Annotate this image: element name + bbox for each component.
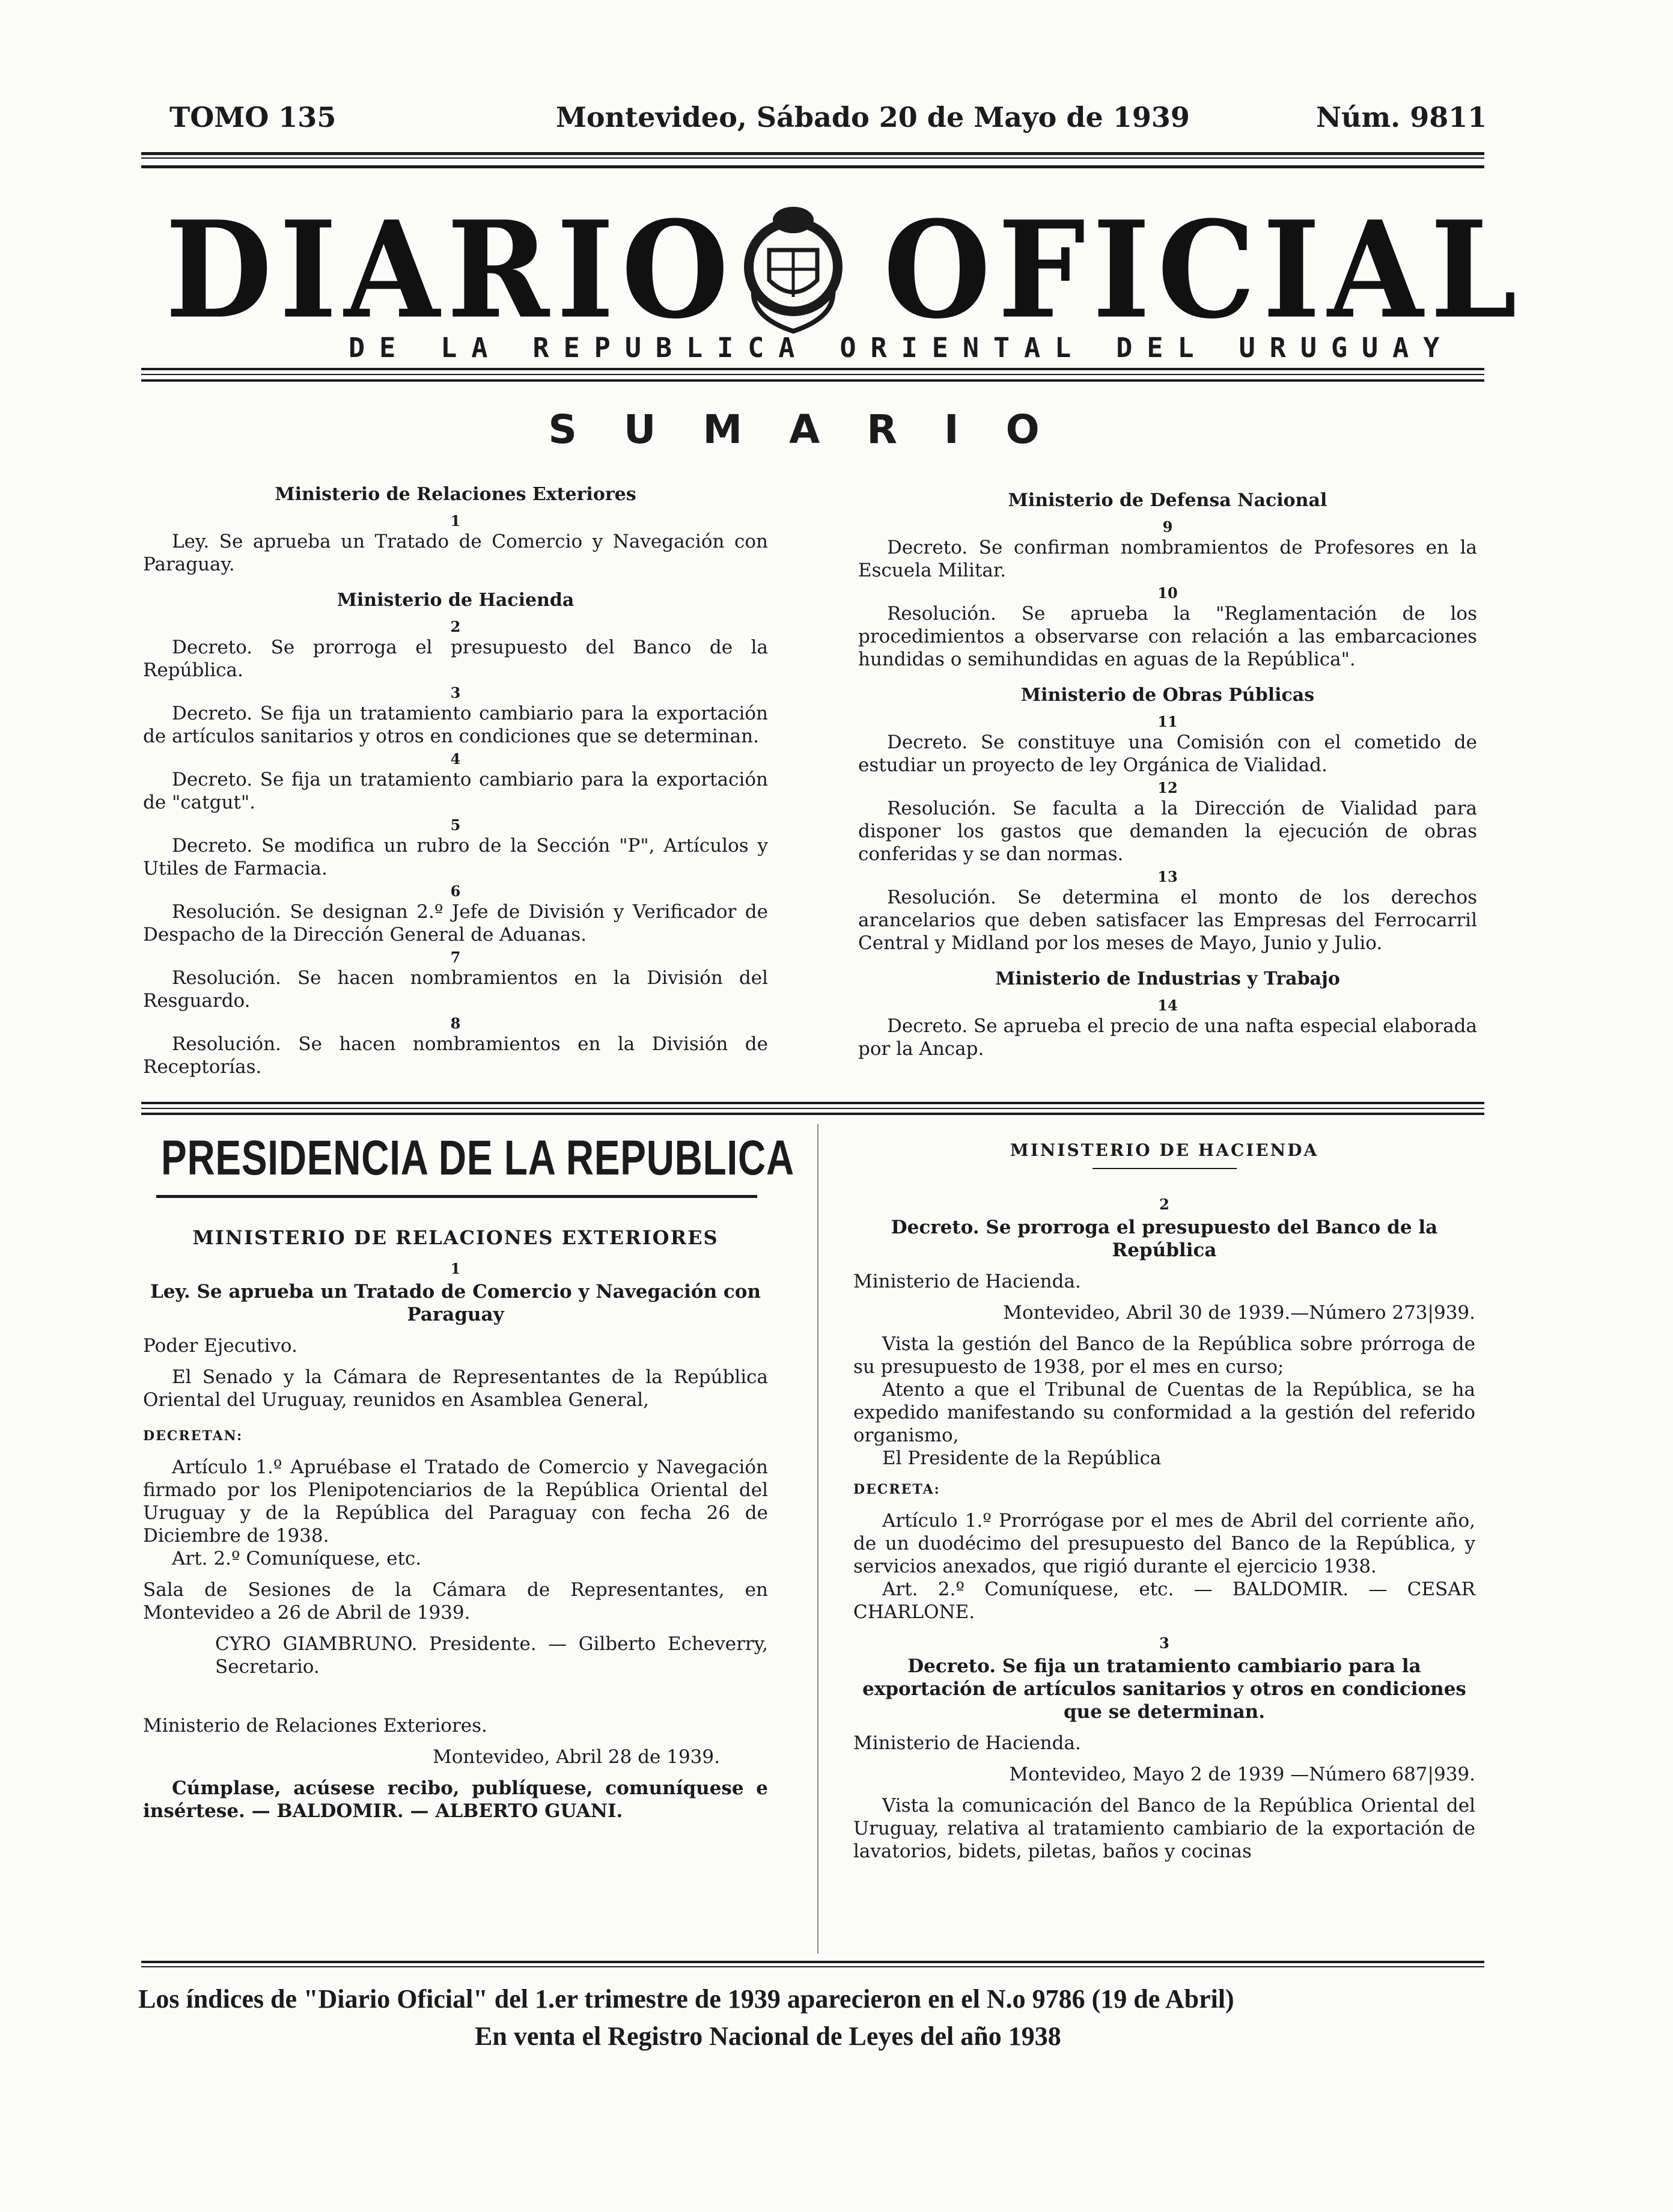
ministry-heading: Ministerio de Defensa Nacional bbox=[1008, 490, 1327, 511]
item-number: 2 bbox=[1159, 1196, 1169, 1213]
masthead-oficial: OFICIAL bbox=[883, 192, 1525, 349]
sumario-item: Decreto. Se fija un tratamiento cambiario para la exportación de artículos sanitarios y otros en condiciones que se determinan. bbox=[143, 703, 768, 747]
masthead-rule bbox=[141, 368, 1484, 370]
footer-rule bbox=[141, 1961, 1484, 1963]
sumario-item: Ley. Se aprueba un Tratado de Comercio y Navegación con Paraguay. bbox=[143, 531, 768, 575]
sumario-right-column bbox=[858, 481, 1477, 1060]
sumario-item: Resolución. Se faculta a la Dirección de Vialidad para disponer los gastos que demanden la ejecución de obras conferidas y se dan normas. bbox=[858, 798, 1477, 865]
paragraph: Vista la comunicación del Banco de la República Oriental del Uruguay, relativa al tratamiento cambiario de la exportación de lavatorios, bidets, piletas, baños y cocinas bbox=[853, 1795, 1475, 1862]
footer-sale-notice: En venta el Registro Nacional de Leyes del año 1938 bbox=[475, 2021, 1061, 2051]
decretan-label: DECRETAN: bbox=[143, 1428, 243, 1444]
signatures: CYRO GIAMBRUNO. Presidente. — Gilberto Echeverry, Secretario. bbox=[215, 1633, 768, 1678]
ministry-heading: Ministerio de Hacienda bbox=[337, 590, 574, 611]
article-headline: Ley. Se aprueba un Tratado de Comercio y Navegación con Paraguay bbox=[150, 1281, 761, 1325]
date-line: Montevideo, Abril 28 de 1939. bbox=[433, 1746, 720, 1768]
ministry-heading: MINISTERIO DE RELACIONES EXTERIORES bbox=[192, 1226, 719, 1249]
left-body-column bbox=[143, 1226, 768, 1831]
paragraph: Sala de Sesiones de la Cámara de Representantes, en Montevideo a 26 de Abril de 1939. bbox=[143, 1579, 768, 1624]
sumario-item: Resolución. Se designan 2.º Jefe de División y Verificador de Despacho de la Dirección General de Aduanas. bbox=[143, 901, 768, 946]
paragraph: Ministerio de Relaciones Exteriores. bbox=[143, 1715, 487, 1737]
article-headline: Decreto. Se prorroga el presupuesto del Banco de la República bbox=[891, 1217, 1438, 1261]
ministry-heading: Ministerio de Relaciones Exteriores bbox=[275, 484, 636, 505]
heading-underline bbox=[1092, 1168, 1237, 1169]
footer-rule-thin bbox=[141, 1966, 1484, 1967]
header-rule-top-thin bbox=[141, 157, 1484, 159]
item-number: 7 bbox=[450, 949, 461, 966]
masthead-rule-2 bbox=[141, 379, 1484, 382]
issue-date: Montevideo, Sábado 20 de Mayo de 1939 bbox=[556, 101, 1190, 133]
coat-of-arms-icon bbox=[736, 196, 850, 340]
date-line: Montevideo, Mayo 2 de 1939 —Número 687|939. bbox=[1009, 1764, 1475, 1785]
item-number: 8 bbox=[450, 1015, 461, 1032]
paragraph: Ministerio de Hacienda. bbox=[853, 1732, 1081, 1754]
sumario-left-column bbox=[143, 475, 768, 1078]
paragraph: Poder Ejecutivo. bbox=[143, 1335, 297, 1357]
paragraph: Art. 2.º Comuníquese, etc. bbox=[172, 1548, 422, 1569]
sumario-item: Resolución. Se hacen nombramientos en la División de Receptorías. bbox=[143, 1033, 768, 1078]
paragraph: Artículo 1.º Apruébase el Tratado de Comercio y Navegación firmado por los Plenipotenciarios de la República Oriental del Uruguay y de la República del Paraguay con fecha 26 de Diciembre de 1938. bbox=[143, 1456, 768, 1547]
paragraph: Art. 2.º Comuníquese, etc. — BALDOMIR. — CESAR CHARLONE. bbox=[853, 1578, 1475, 1623]
right-body-column bbox=[853, 1139, 1475, 1871]
item-number: 10 bbox=[1157, 584, 1178, 602]
paragraph: Artículo 1.º Prorrógase por el mes de Abril del corriente año, de un duodécimo del presupuesto del Banco de la República, y servicios anexados, que rigió durante el ejercicio 1938. bbox=[853, 1510, 1475, 1577]
sumario-item: Decreto. Se aprueba el precio de una nafta especial elaborada por la Ancap. bbox=[858, 1015, 1477, 1060]
item-number: 3 bbox=[450, 684, 461, 701]
item-number: 2 bbox=[450, 618, 461, 635]
sumario-rule-2 bbox=[141, 1113, 1484, 1115]
sumario-rule bbox=[141, 1102, 1484, 1104]
presidencia-heading: PRESIDENCIA DE LA REPUBLICA bbox=[161, 1131, 794, 1185]
masthead-diario: DIARIO bbox=[165, 192, 736, 349]
column-divider bbox=[817, 1124, 818, 1954]
issue-number: Núm. 9811 bbox=[1316, 101, 1487, 133]
item-number: 5 bbox=[450, 816, 461, 834]
paragraph: El Senado y la Cámara de Representantes de la República Oriental del Uruguay, reunidos en Asamblea General, bbox=[143, 1366, 768, 1411]
item-number: 3 bbox=[1159, 1634, 1169, 1652]
item-number: 9 bbox=[1162, 518, 1173, 536]
date-line: Montevideo, Abril 30 de 1939.—Número 273|939. bbox=[1003, 1302, 1475, 1324]
paragraph: Cúmplase, acúsese recibo, publíquese, comuníquese e insértese. — BALDOMIR. — ALBERTO GUANI. bbox=[143, 1777, 768, 1822]
item-number: 1 bbox=[450, 1260, 461, 1277]
header-rule-top-2 bbox=[141, 165, 1484, 168]
sumario-item: Decreto. Se confirman nombramientos de Profesores en la Escuela Militar. bbox=[858, 537, 1477, 581]
paragraph: Atento a que el Tribunal de Cuentas de la República, se ha expedido manifestando su conformidad a la gestión del referido organismo, bbox=[853, 1379, 1475, 1446]
sumario-rule-thin bbox=[141, 1108, 1484, 1109]
item-number: 1 bbox=[450, 512, 461, 530]
paragraph: Ministerio de Hacienda. bbox=[853, 1271, 1081, 1292]
header-rule-top bbox=[141, 152, 1484, 155]
item-number: 13 bbox=[1157, 868, 1178, 885]
sumario-item: Resolución. Se determina el monto de los derechos arancelarios que deben satisfacer las Empresas del Ferrocarril Central y Midland por los meses de Mayo, Junio y Julio. bbox=[858, 887, 1477, 954]
article-headline: Decreto. Se fija un tratamiento cambiario para la exportación de artículos sanitarios y otros en condiciones que se determinan. bbox=[862, 1655, 1466, 1723]
ministry-heading: Ministerio de Industrias y Trabajo bbox=[995, 968, 1340, 989]
item-number: 11 bbox=[1157, 713, 1178, 730]
footer-notice: Los índices de "Diario Oficial" del 1.er trimestre de 1939 aparecieron en el N.o 9786 (19 de Abril) bbox=[138, 1984, 1234, 2014]
sumario-item: Resolución. Se aprueba la "Reglamentación de los procedimientos a observarse con relación a las embarcaciones hundidas o semihundidas en aguas de la República". bbox=[858, 603, 1477, 670]
item-number: 6 bbox=[450, 882, 461, 900]
decreta-label: DECRETA: bbox=[853, 1482, 940, 1497]
sumario-title: SUMARIO bbox=[548, 406, 1086, 453]
paragraph: El Presidente de la República bbox=[882, 1447, 1162, 1469]
masthead-rule-thin bbox=[141, 374, 1484, 375]
sumario-item: Resolución. Se hacen nombramientos en la División del Resguardo. bbox=[143, 967, 768, 1012]
paragraph: Vista la gestión del Banco de la República sobre prórroga de su presupuesto de 1938, por el mes en curso; bbox=[853, 1333, 1475, 1378]
item-number: 4 bbox=[450, 750, 461, 768]
ministry-heading: MINISTERIO DE HACIENDA bbox=[1010, 1140, 1319, 1160]
sumario-item: Decreto. Se fija un tratamiento cambiario para la exportación de "catgut". bbox=[143, 769, 768, 813]
ministry-heading: Ministerio de Obras Públicas bbox=[1020, 685, 1315, 706]
tomo-label: TOMO 135 bbox=[169, 101, 337, 133]
item-number: 12 bbox=[1157, 779, 1178, 796]
sumario-item: Decreto. Se constituye una Comisión con el cometido de estudiar un proyecto de ley Orgánica de Vialidad. bbox=[858, 732, 1477, 776]
item-number: 14 bbox=[1157, 997, 1178, 1014]
sumario-item: Decreto. Se modifica un rubro de la Sección "P", Artículos y Utiles de Farmacia. bbox=[143, 835, 768, 879]
presidencia-underline bbox=[156, 1195, 757, 1198]
masthead-subtitle: DE LA REPUBLICA ORIENTAL DEL URUGUAY bbox=[349, 332, 1454, 364]
sumario-item: Decreto. Se prorroga el presupuesto del Banco de la República. bbox=[143, 637, 768, 681]
